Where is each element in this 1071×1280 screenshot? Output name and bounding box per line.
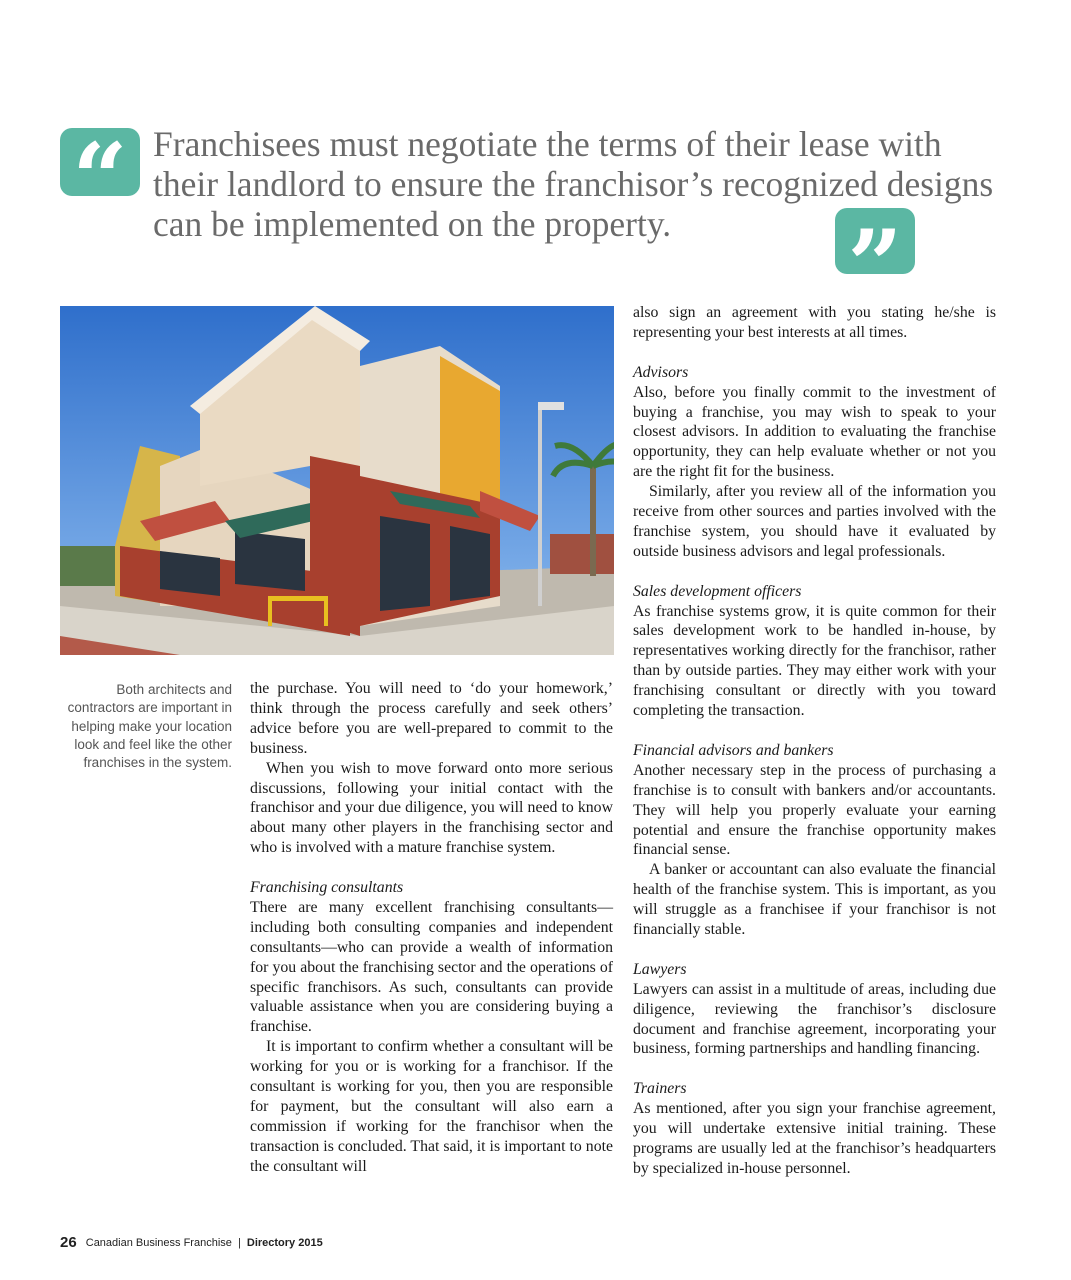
paragraph: Similarly, after you review all of the information you receive from other sources and parties involved with the franchise system, you should have it evaluated by outside business advisors and legal professionals.	[633, 483, 996, 560]
paragraph: When you wish to move forward onto more serious discussions, following your initial contact with the franchisor and your due diligence, you will need to know about many other players in the franchising sector and who is involved with a mature franchise system.	[250, 759, 613, 857]
page-number: 26	[60, 1234, 77, 1251]
pull-quote-text: Franchisees must negotiate the terms of their lease with their landlord to ensure the franchisor’s recognized designs can be implemented on the property.	[153, 124, 994, 244]
paragraph: A banker or accountant can also evaluate the financial health of the franchise system. This is important, as you will struggle as a franchisee if your franchisor is not financially stable.	[633, 861, 996, 939]
pull-quote-block	[60, 122, 1020, 322]
section-heading-lawyers: Lawyers	[633, 960, 687, 978]
open-quote-icon: “	[60, 128, 140, 196]
publication-name: Canadian Business Franchise	[85, 1237, 232, 1249]
paragraph: Also, before you finally commit to the investment of buying a franchise, you may wish to speak to your closest advisors. In addition to evaluating the franchise opportunity, they can help evaluate whether or not you are the right fit for the business.	[633, 383, 996, 481]
paragraph: It is important to confirm whether a consultant will be working for you or is working for a franchisor. If the consultant is working for you, then you are responsible for payment, but the consultant will also earn a commission if working for the franchisor when the transaction is concluded. That said, it is important to note the consultant will	[250, 1038, 613, 1175]
page-footer	[60, 1234, 323, 1251]
paragraph: There are many excellent franchising consultants—including both consulting companies and independent consultants—who can provide a wealth of information for you about the franchising sector and the operations of specific franchisors. As such, consultants can provide valuable assistance when you are considering buying a franchise.	[250, 898, 613, 1036]
paragraph: the purchase. You will need to ‘do your homework,’ think through the process carefully and seek others’ advice before you are well-prepared to commit to the business.	[250, 680, 613, 757]
section-heading-financial-advisors: Financial advisors and bankers	[633, 741, 834, 759]
section-heading-advisors: Advisors	[633, 363, 689, 381]
paragraph: As franchise systems grow, it is quite common for their sales development work to be handled in-house, by representatives working directly for the franchisor, rather than by outside parties. They may either work with your franchising consultant or directly with you toward completing the transaction.	[633, 602, 996, 720]
paragraph: also sign an agreement with you stating he/she is representing your best interests at all times.	[633, 304, 996, 341]
issue-name: Directory 2015	[246, 1237, 323, 1249]
section-heading-sales-development-officers: Sales development officers	[633, 582, 802, 600]
paragraph: Another necessary step in the process of purchasing a franchise is to consult with bankers and/or accountants. They will help you properly evaluate your earning potential and ensure the franchise opportunity makes financial sense.	[633, 761, 996, 859]
section-heading-trainers: Trainers	[633, 1080, 687, 1098]
paragraph: Lawyers can assist in a multitude of areas, including due diligence, reviewing the franchisor’s disclosure document and franchise agreement, incorporating your business, forming partnerships and handling financing.	[633, 980, 996, 1058]
close-quote-icon: ”	[835, 208, 915, 274]
article-column-right	[633, 303, 996, 1179]
article-column-middle	[250, 679, 613, 1177]
section-heading-franchising-consultants: Franchising consultants	[250, 879, 404, 897]
storefront-photo	[60, 306, 614, 655]
footer-separator: |	[237, 1237, 241, 1249]
photo-caption: Both architects and contractors are important in helping make your location look and feel like the other franchises in the system.	[67, 682, 232, 771]
paragraph: As mentioned, after you sign your franchise agreement, you will undertake extensive initial training. These programs are usually led at the franchisor’s headquarters by specialized in-house personnel.	[633, 1100, 996, 1177]
